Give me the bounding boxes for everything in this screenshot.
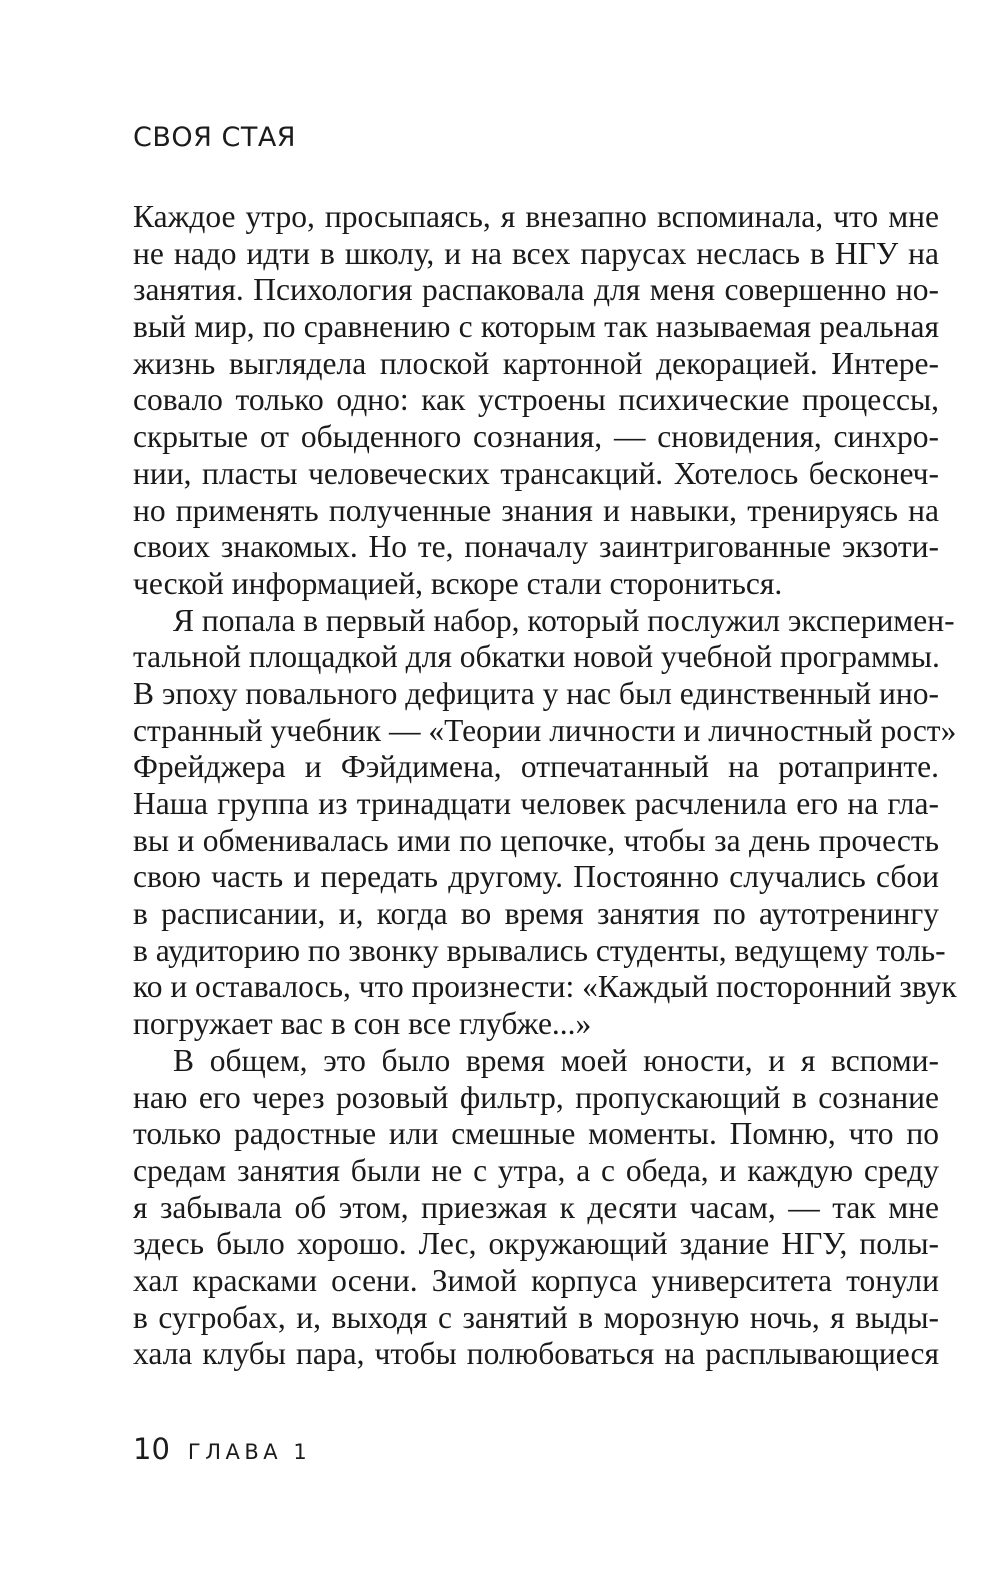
- text-line: занятия. Психология распаковала для меня совершенно но-: [133, 272, 939, 308]
- text-line: тальной площадкой для обкатки новой учебной программы.: [133, 639, 940, 675]
- text-line: хал красками осени. Зимой корпуса университета тонули: [133, 1262, 939, 1298]
- text-line: В общем, это было время моей юности, и я вспоми-: [173, 1042, 939, 1078]
- text-line: своих знакомых. Но те, поначалу заинтригованные экзоти-: [133, 529, 939, 565]
- text-line: средам занятия были не с утра, а с обеда, и каждую среду: [133, 1152, 939, 1188]
- text-line: Наша группа из тринадцати человек расчленила его на гла-: [133, 786, 939, 821]
- text-line: Каждое утро, просыпаясь, я внезапно вспоминала, что мне: [133, 199, 939, 234]
- text-line: свою часть и передать другому. Постоянно случались сбои: [133, 859, 939, 895]
- text-line: жизнь выглядела плоской картонной декорацией. Интере-: [133, 345, 939, 381]
- text-line: скрытые от обыденного сознания, — сновидения, синхро-: [133, 419, 939, 455]
- text-line: странный учебник — «Теории личности и личностный рост»: [133, 712, 957, 748]
- body-text: [133, 199, 957, 1373]
- text-line: в расписании, и, когда во время занятия по аутотренингу: [133, 896, 939, 932]
- paragraph-2: [133, 602, 957, 1043]
- text-line: не надо идти в школу, и на всех парусах неслась в НГУ на: [133, 235, 939, 271]
- text-line: ческой информацией, вскоре стали сторониться.: [133, 565, 783, 601]
- text-line: здесь было хорошо. Лес, окружающий здание НГУ, полы-: [133, 1226, 939, 1262]
- page-number: 10: [133, 1432, 170, 1466]
- text-line: вый мир, по сравнению с которым так называемая реальная: [133, 309, 939, 345]
- paragraph-3: [133, 1043, 939, 1373]
- text-line: в аудиторию по звонку врывались студенты, ведущему толь-: [133, 932, 946, 968]
- text-line: но применять полученные знания и навыки, тренируясь на: [133, 492, 939, 528]
- text-line: совало только одно: как устроены психические процессы,: [133, 382, 939, 418]
- text-line: погружает вас в сон все глубже...»: [133, 1006, 592, 1042]
- text-line: я забывала об этом, приезжая к десяти часам, — так мне: [133, 1189, 939, 1225]
- chapter-label: ГЛАВА 1: [187, 1440, 312, 1464]
- text-line: ко и оставалось, что произнести: «Каждый посторонний звук: [133, 969, 957, 1005]
- text-line: Фрейджера и Фэйдимена, отпечатанный на ротапринте.: [133, 749, 939, 785]
- paragraph-1: [133, 199, 939, 603]
- running-head-title: СВОЯ СТАЯ: [133, 122, 297, 153]
- text-line: только радостные или смешные моменты. Помню, что по: [133, 1116, 939, 1152]
- text-line: нии, пласты человеческих трансакций. Хотелось бесконеч-: [133, 455, 939, 491]
- text-line: вы и обменивалась ими по цепочке, чтобы за день прочесть: [133, 822, 939, 858]
- text-line: В эпоху повального дефицита у нас был единственный ино-: [133, 675, 939, 711]
- text-line: наю его через розовый фильтр, пропускающий в сознание: [133, 1079, 939, 1115]
- text-line: Я попала в первый набор, который послужил эксперимен-: [173, 602, 955, 638]
- text-line: хала клубы пара, чтобы полюбоваться на расплывающиеся: [133, 1336, 939, 1372]
- text-line: в сугробах, и, выходя с занятий в морозную ночь, я выды-: [133, 1299, 939, 1335]
- page-footer: [133, 1432, 311, 1466]
